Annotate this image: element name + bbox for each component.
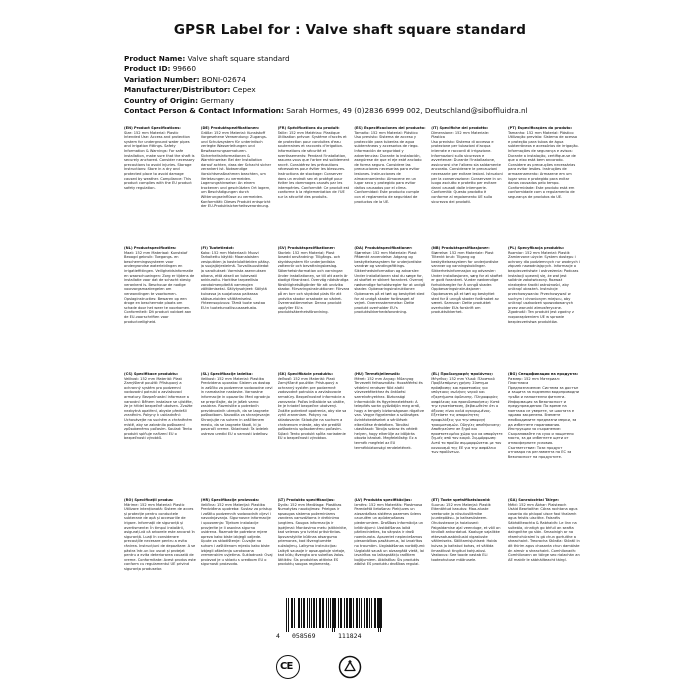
spec-block [431,126,503,209]
barcode-bar [314,598,315,628]
spec-heading: (EN) Product Specifications: [124,126,181,130]
spec-size-material: Velikost: 152 mm Materiál: Plast [124,376,182,381]
barcode-bar [311,598,312,628]
spec-block [278,246,350,324]
barcode-bar [356,598,357,628]
variation-number-value: BONI-02674 [201,74,246,84]
spec-body: Ettenähtud kasutus: Maa-aluste veetorude ja niisutusliitmike juurdepääsu- ja kaitsesüsteem. Ohutusteave ja hoiatused: Paigaldamise ajal veenduge, et võll on kindlalt ankurdatud. Kaaluge vajalikke ettevaatusabinõusid vigastuste vältimiseks. Säilitamisjuhised: Hoida kuivas ja kaitstud kohas, et vältida ilmastikust tingitud kahjustusi. Vastavus: See toode vastab ELi tooteohutuse määrusele. [431,507,501,562]
manufacturer-key: Manufacturer/Distributor: [124,85,231,95]
spec-heading: (SL) Specifikacije izdelka: [200,372,253,376]
spec-size-material: Méid: 152 mm Ábhar: Plaisteach [507,502,567,507]
spec-body: Tervezett felhasználás: Hozzáférési és védelmi rendszer föld alatti vízvezetékekhez és öntözési szerelvényekhez. Biztonsági információk és figyelmeztetések: A telepítés során győződjön meg arról, hogy a tengely biztonságosan rögzítve van. Vegye figyelembe a szükséges óvintézkedéseket a sérülések elkerülése érdekében. Tárolási utasítások: Tárolja száraz és védett helyen, hogy elkerülje az időjárás okozta károkat. Megfelelőség: Ez a termék megfelel az EU termékbiztonsági rendeletének. [354,381,425,450]
barcode-bar [359,598,360,628]
barcode-bar [381,598,382,628]
spec-body: Intended Use: Access and protection system for underground water pipes and irrigation fittings. Safety Information & Warnings: For safe installation, make sure that the shaft is securely anchored. Consider necessary precautions to avoid injuries. Storage Instructions: Store in a dry and protected place to avoid damage caused by weather. Compliance: This product complies with the EU product safety regulation. [124,135,195,190]
barcode-bar [294,598,295,628]
barcode-bar [316,598,317,628]
barcode-bar [377,598,378,628]
spec-body: Vorgesehene Verwendung: Zugangs- und Schutzsystem für unterirdisch verlegte Wasserleitungen und Bewässerungsarmaturen. Sicherheitsinformationen & Warnhinweise: Bei der Installation darauf achten, dass der Schacht sicher verankert ist. Notwendige Vorsichtsmaßnahmen beachten, um Verletzungen zu vermeiden. Lagerungshinweise: An einem trockenen und geschützten Ort lagern, um Beschädigungen durch Witterungseinflüsse zu vermeiden. Konformität: Dieses Produkt entspricht der EU-Produktsicherheitsverordnung. [200,135,272,209]
country-row [124,96,684,106]
variation-number-row [124,75,684,85]
spec-size-material: Maat: 152 mm Materiaal: Kunststof [124,250,188,255]
spec-body: Beoogd gebruik: Toegangs- en beschermingssysteem voor ondergrondse waterleidingen en irrigatiefittingen. Veiligheidsinformatie en waarschuwingen: Zorg er tijdens de installatie voor dat de schacht stevig verankerd is. Beschouw de nodige voorzorgsmaatregelen om verwondingen te voorkomen. Opslaginstructies: Bewaren op een droge en beschermde plaats om schade door het weer te voorkomen. Conformiteit: Dit product voldoet aan de EU-voorschriften voor productveiligheid. [124,255,195,324]
barcode [276,598,386,642]
spec-block [508,372,580,459]
spec-block [201,372,273,459]
barcode-bar [357,598,358,628]
barcode-bar [322,598,323,628]
spec-row [124,126,580,209]
spec-size-material: Rozmiar: 152 mm Materiał: Plastik [507,250,570,255]
product-info [124,54,684,116]
spec-heading: (IT) Specifiche del prodotto: [431,126,489,130]
spec-body: Utilização prevista: Sistema de acesso e proteção para tubos de água subterrâneos e acessórios de irrigação. Informações de segurança e avisos: Durante a instalação, certifique-se de que o eixo está bem ancorado. Considere as precauções necessárias para evitar lesões. Instruções de armazenamento: Armazene em um lugar seco e protegido para evitar danos causados pelo tempo. Conformidade: Este produto está em conformidade com o regulamento de segurança de produtos da UE. [507,135,579,199]
product-id-value: 99660 [172,64,196,74]
spec-size-material: Veľkosť: 152 mm Materiál: Plast [277,376,335,381]
barcode-bar [298,598,299,628]
barcode-bar [379,598,380,628]
spec-size-material: Μέγεθος: 152 mm Υλικό: Πλαστικό [431,376,495,381]
barcode-digits-left: 058569 [292,632,316,640]
barcode-digits-right: 111824 [338,632,362,640]
spec-size-material: Tamaño: 152 mm Material: Plástico [354,130,418,135]
spec-size-material: Velikost: 152 mm Material: Plastika [200,376,264,381]
barcode-bar [320,598,321,628]
country-value: Germany [200,95,234,105]
spec-size-material: Dydis: 152 mm Medžiaga: Plastikas [277,502,342,507]
product-id-key: Product ID: [124,64,171,74]
country-key: Country of Origin: [124,95,199,105]
barcode-bar [349,598,350,628]
spec-heading: (SV) Produktspecifikationer: [277,246,336,250]
spec-block [124,246,196,324]
spec-heading: (DE) Produktspezifikationen: [200,126,260,130]
barcode-bar [341,598,342,628]
barcode-bar [307,598,308,628]
spec-block [201,126,273,209]
barcode-bar [309,598,310,628]
spec-block [354,126,426,209]
barcode-bar [361,598,362,628]
spec-heading: (EL) Προδιαγραφές προϊόντος: [431,372,494,376]
barcode-bar [334,598,335,632]
contact-value: Sarah Hormes, 49 (0)2836 6999 002, Deutschland@siboffluidra.nl [286,106,528,116]
spec-block [278,498,350,572]
spec-heading: (HU) Termékjellemzők: [354,372,401,376]
barcode-bar [304,598,305,628]
spec-body: Zamýšlené použití: Přístupový a ochranný systém pro podzemní vodovodní potrubí a zavlažovací armatury. Bezpečnostní informace a varování: Během instalace se ujistěte, že je hřídel bezpečně ukotven. Zvažte nezbytná opatření, abyste předešli zraněním. Pokyny k uskladnění: Uchovávejte na suchém a chráněném místě, aby se zabránilo poškození způsobenému počasím. Soulad: Tento produkt splňuje nařízení EU o bezpečnosti výrobků. [124,381,193,441]
contact-key: Contact Person & Contact Information: [124,106,284,116]
spec-heading: (HR) Specifikacije proizvoda: [200,498,260,502]
barcode-bar [326,598,327,628]
product-id-row [124,64,684,74]
spec-block [431,246,503,324]
barcode-bar [353,598,354,628]
spec-heading: (LV) Produkta specifikācijas: [354,498,412,502]
spec-body: Úsáid Beartaithe: Córas rochtana agus cosanta do phíopaí uisce faoi thalamh agus feistis uiscithe. Faisnéis Sábháilteachta & Rabhaidh: Le linn na suiteála, cinntigh go bhfuil an seafta daingnithe go slán. Smaoinigh ar na réamhchúraimí is gá chun gortuithe a sheachaint. Treoracha Stórála: Stóráil in áit thirim agus chosanta chun damáiste ón aimsir a sheachaint. Comhlíonadh: Comhlíonann an táirge seo rialachán an AE maidir le sábháilteacht táirgí. [507,507,580,562]
spec-block [431,498,503,572]
barcode-bar [369,598,370,628]
spec-size-material: Размер: 152 mm Материал: Пластмаса [507,376,560,386]
spec-heading: (ES) Especificaciones del producto: [354,126,426,130]
recycle-icon [338,655,362,679]
barcode-bar [330,598,331,628]
spec-size-material: Größe: 152 mm Material: Kunststoff [200,130,266,135]
spec-row [124,246,580,324]
spec-size-material: Size: 152 mm Material: Plastic [124,130,179,135]
barcode-bar [380,598,381,632]
spec-size-material: Størrelse: 152 mm Materiale: Plast [431,250,494,255]
barcode-bar [340,598,341,628]
spec-heading: (ET) Toote spetsifikatsioonid: [431,498,491,502]
spec-heading: (CS) Specifikace produktu: [124,372,179,376]
spec-body: Zamýšľané použitie: Prístupový a ochranný systém pre podzemné vodovodné potrubia a zavlažovacie armatúry. Bezpečnostné informácie a varovania: Počas inštalácie sa uistite, že je hriadeľ bezpečne ukotvený. Zvážte potrebné opatrenia, aby ste sa vyhli zraneniam. Pokyny na skladovanie: Skladujte na suchom a chránenom mieste, aby ste predišli poškodeniu spôsobenému počasím. Súlad: Tento produkt spĺňa nariadenie EÚ o bezpečnosti výrobkov. [277,381,347,441]
spec-heading: (FR) Spécifications du produit: [277,126,340,130]
product-name-value: Valve shaft square standard [187,54,290,63]
spec-block [278,372,350,459]
barcode-bar [303,598,304,628]
spec-block [508,246,580,324]
spec-body: Predvidena uporaba: Sistem za dostop in zaščito za podzemne vodovodne cevi in namakalne nastavke. Varnostne informacije in opozorila: Med vgradnjo se prepričajte, da je jašek varno zasidran. Razmislite o potrebnih previdnostnih ukrepih, da se izognete poškodbam. Navodila za shranjevanje: Shranjujte na suhem in zaščitenem mestu, da se izognete škodi, ki jo povzroči vreme. Skladnost: Ta izdelek ustreza uredbi EU o varnosti izdelkov. [200,381,273,436]
barcode-bar [344,598,345,628]
spec-row [124,498,580,572]
contact-row [124,106,684,116]
spec-size-material: Mărime: 152 mm Material: Plastic [124,502,185,507]
spec-body: Προβλεπόμενη χρήση: Σύστημα πρόσβασης και προστασίας για υπόγειους σωλήνες νερού και εξαρτήματα άρδευσης. Πληροφορίες ασφάλειας και προειδοποιήσεις: Κατά την εγκατάσταση, βεβαιωθείτε ότι ο άξονας είναι καλά αγκυρωμένος. Εξετάστε τις απαραίτητες προφυλάξεις για την αποφυγή τραυματισμών. Οδηγίες αποθήκευσης: Αποθηκεύστε σε ξηρό και προστατευμένο χώρο για να αποφύγετε ζημιές από τον καιρό. Συμμόρφωση: Αυτό το προϊόν συμμορφώνεται με τον κανονισμό της ΕΕ για την ασφάλεια των προϊόντων. [431,381,503,455]
spec-size-material: Taille: 152 mm Matériau: Plastique [277,130,340,135]
barcode-bar [378,598,379,632]
barcode-digit-lead: 4 [276,632,280,640]
spec-heading: (SK) Špecifikácie produktu: [277,372,334,376]
spec-body: Avsedd användning: Tillgångs- och skyddssystem för underjordiska vattenrör och bevattningsbeslag. Säkerhetsinformation och varningar: Under installationen, se till att axeln är stadigt förankrad. Överväg nödvändiga försiktighetsåtgärder för att undvika skador. Förvaringsinstruktioner: Förvara på en torr och skyddad plats för att undvika skador orsakade av vädret. Överensstämmelse: Denna produkt uppfyller EU:s produktsäkerhetsförordning. [277,255,350,315]
spec-block [508,498,580,572]
spec-block [278,126,350,209]
spec-body: Utilisation prévue: Système d'accès et de protection pour conduites d'eau souterraines et raccords d'irrigation. Informations de sécurité et avertissements: Pendant l'installation, assurez-vous que l'arbre est solidement ancré. Considérez les précautions nécessaires pour éviter les blessures. Instructions de stockage: Conserver dans un endroit sec et protégé pour éviter les dommages causés par les intempéries. Conformité: Ce produit est conforme à la réglementation de l'UE sur la sécurité des produits. [277,135,350,199]
spec-block [431,372,503,459]
spec-body: Предназначение: Система за достъп и защита за подземни водопроводни тръби и напоителни фитинги. Информация за безопасност и предупреждения: По време на монтажа се уверете, че шахтата е здраво закрепена. Вземете необходимите предпазни мерки, за да избегнете наранявания. Инструкции за съхранение: Съхранявайте на сухо и защитено място, за да избегнете щети от атмосферните условия. Съответствие: Този продукт отговаря на регламента на ЕС за безопасност на продуктите. [507,385,579,459]
spec-row [124,372,580,459]
spec-size-material: Méret: 152 mm Anyag: Műanyag [354,376,414,381]
barcode-bar [338,598,339,628]
spec-block [508,126,580,209]
barcode-bar [346,598,347,628]
barcode-bar [301,598,302,628]
spec-size-material: Storlek: 152 mm Material: Plast [277,250,335,255]
barcode-bar [288,598,289,632]
barcode-bar [286,598,287,632]
spec-heading: (NB) Produktspesifikasjoner: [431,246,490,250]
product-name-key: Product Name: [124,54,186,63]
barcode-bar [333,598,334,628]
ce-mark-text: CE [280,661,293,672]
manufacturer-value: Cepex [232,85,256,95]
spec-heading: (PT) Especificações do produto: [507,126,573,130]
barcode-bar [313,598,314,628]
barcode-bar [328,598,329,628]
spec-heading: (GA) Sonraíochtaí Táirge: [507,498,559,502]
spec-body: Påtænkt anvendelse: Adgang og beskyttelsessystem for underjordiske vandrør og vandingsfittings. Sikkerhedsinformation og advarsler: Under installationen skal du sørge for, at skaftet er sikkert forankret. Overvej nødvendige forholdsregler for at undgå skader. Opbevaringsinstruktioner: Opbevares på et tørt og beskyttet sted for at undgå skader forårsaget af vejret. Overensstemmelse: Dette produkt overholder EU's produktsikkerhedsforordning. [354,255,426,315]
barcode-bar [366,598,367,628]
barcode-bar [323,598,324,628]
spec-size-material: Suurus: 152 mm Materjal: Plastik [431,502,491,507]
spec-block [201,246,273,324]
spec-body: Tiltenkt bruk: Tilgang og beskyttelsessystem for underjordiske vannrør og vanningskoblinger. Sikkerhetsinformasjon og advarsler: Under installasjonen, sørg for at skaftet er godt forankret. Vurder nødvendige forholdsregler for å unngå skader. Oppbevaringsinstruksjoner: Oppbevares på et tørt og beskyttet sted for å unngå skader forårsaket av været. Samsvar: Dette produktet overholder EUs forskrift om produktsikkerhet. [431,255,503,315]
product-name-row [124,54,684,64]
barcode-bar [367,598,368,628]
page-title: GPSR Label for : Valve shaft square standard [173,22,527,38]
barcode-bar [319,598,320,628]
spec-body: Numatytas naudojimas: Prieigos ir apsaugos sistema požeminiams vandens vamzdžiams ir drėkinimo jungtims. Saugos informacija ir įspėjimai: Montavimo metu įsitikinkite, kad velenas yra tvirtai pritvirtintas. Apsvarstykite būtinas atsargumo priemones, kad išvengtumėte sužalojimų. Laikymo instrukcijos: Laikyti sausoje ir apsaugotoje vietoje, kad būtų išvengta oro sukeltos žalos. Atitiktis: Šis produktas atitinka ES produktų saugos reglamentą. [277,507,348,567]
spec-heading: (DA) Produktspecifikationer: [354,246,413,250]
spec-block [201,498,273,572]
spec-body: Zamierzone użycie: System dostępu i ochrony dla podziemnych rur wodnych i złączek nawadniających. Informacje o bezpieczeństwie i ostrzeżenia: Podczas instalacji upewnij się, że wał jest solidnie zakotwiczony. Rozważ niezbędne środki ostrożności, aby uniknąć obrażeń. Instrukcje przechowywania: Przechowywać w suchym i chronionym miejscu, aby uniknąć uszkodzeń spowodowanych przez warunki atmosferyczne. Zgodność: Ten produkt jest zgodny z rozporządzeniem UE w sprawie bezpieczeństwa produktów. [507,255,580,324]
spec-body: Utilizare intenționată: Sistem de acces și protecție pentru conductele subterane de apă și accesoriile de irigare. Informații de siguranță și avertismente: În timpul instalării, asigurați-vă că arborele este ancorat în siguranță. Luați în considerare precauțiile necesare pentru a evita rănirea. Instrucțiuni de depozitare: A se păstra într-un loc uscat și protejat pentru a evita deteriorarea cauzată de vreme. Conformitate: Acest produs este conform cu regulamentul UE privind siguranța produselor. [124,507,196,571]
barcode-bar [375,598,376,628]
spec-body: Paredzētā lietošana: Piekļuves un aizsardzības sistēma pazemes ūdens caurulēm un apūdeņošanas piederumiem. Drošības informācija un brīdinājumi: Uzstādīšanas laikā pārliecinieties, ka vārpsta ir droši noenkurota. Apsveriet nepieciešamos piesardzības pasākumus, lai izvairītos no traumām. Uzglabāšanas norādījumi: Uzglabāt sausā un aizsargātā vietā, lai izvairītos no laikapstākļu radītiem bojājumiem. Atbilstība: Šis produkts atbilst ES produktu drošības regulai. [354,507,426,567]
spec-heading: (PL) Specyfikacja produktu: [507,246,565,250]
spec-body: Uso previsto: Sistema de acceso y protección para tuberías de agua subterráneas y accesorios de riego. Información de seguridad y advertencias: Durante la instalación, asegúrese de que el eje esté anclado de forma segura. Considere las precauciones necesarias para evitar lesiones. Instrucciones de almacenamiento: Almacene en un lugar seco y protegido para evitar daños causados por el clima. Conformidad: Este producto cumple con el reglamento de seguridad de productos de la UE. [354,135,422,204]
spec-block [124,372,196,459]
spec-block [124,498,196,572]
barcode-bar [332,598,333,632]
variation-number-key: Variation Number: [124,74,200,84]
barcode-bar [291,598,292,628]
spec-heading: (FI) Tuotetiedot: [200,246,234,250]
spec-block [354,498,426,572]
ce-mark-icon [276,655,300,679]
spec-heading: (BG) Спецификации на продукта: [507,372,579,376]
barcode-bar [292,598,293,628]
spec-size-material: Koko: 152 mm Materiaali: Muovi [200,250,259,255]
barcode-bar [335,598,336,628]
barcode-bar [374,598,375,628]
spec-heading: (NL) Productspecificaties: [124,246,177,250]
spec-heading: (RO) Specificații produs: [124,498,174,502]
spec-block [354,246,426,324]
spec-body: Uso previsto: Sistema di accesso e protezione per tubazioni d'acqua interrate e raccordi di irrigazione. Informazioni sulla sicurezza e avvertenze: Durante l'installazione, assicurarsi che l'albero sia saldamente ancorato. Considerare le precauzioni necessarie per evitare lesioni. Istruzioni per la conservazione: Conservare in un luogo asciutto e protetto per evitare danni causati dalle intemperie. Conformità: Questo prodotto è conforme al regolamento UE sulla sicurezza dei prodotti. [431,139,503,204]
manufacturer-row [124,85,684,95]
barcode-bar [347,598,348,628]
barcode-bar [350,598,351,628]
spec-block [354,372,426,459]
spec-size-material: Izmērs: 152 mm Materiāls: Plastmasa [354,502,423,507]
spec-block [124,126,196,209]
spec-size-material: Størrelse: 152 mm Materiale: Plast [354,250,417,255]
barcode-bar [299,598,300,628]
spec-size-material: Veličina: 152 mm Materijal: Plastika [200,502,265,507]
barcode-bar [364,598,365,628]
spec-size-material: Tamanho: 152 mm Material: Plástico [507,130,574,135]
spec-heading: (LT) Produkto specifikacijos: [277,498,335,502]
spec-body: Predviđena upotreba: Sustav za pristup i zaštitu podzemnih vodovodnih cijevi i navodnjavanja. Sigurnosne informacije i upozorenja: Tijekom instalacije provjerite je li osovina sigurno usidrena. Razmotrite potrebne mjere opreza kako biste izbjegli ozljede. Upute za skladištenje: Čuvajte na suhom i zaštićenom mjestu kako biste izbjegli oštećenja uzrokovana vremenskim uvjetima. Sukladnost: Ovaj proizvod je u skladu s uredbom EU o sigurnosti proizvoda. [200,507,273,567]
spec-size-material: Dimensione: 152 mm Materiale: Plastica [431,130,490,140]
barcode-bars [286,598,382,632]
barcode-bar [351,598,352,628]
barcode-bar [371,598,372,628]
spec-body: Tarkoitettu käyttö: Maanalaisten vesiputkien ja kastelulaitteiden pääsy- ja suojajärjestelmä. Turvallisuustiedot ja varoitukset: Varmista asennuksen aikana, että akseli on tukevasti ankkuroitu. Harkitse tarpeellisia varotoimenpiteitä vammojen välttämiseksi. Säilytysohjeet: Säilytä kuivassa ja suojatussa paikassa säävaurioiden välttämiseksi. Yhteensopivuus: Tämä tuote vastaa EU:n tuoteturvallisuusasetusta. [200,255,271,310]
